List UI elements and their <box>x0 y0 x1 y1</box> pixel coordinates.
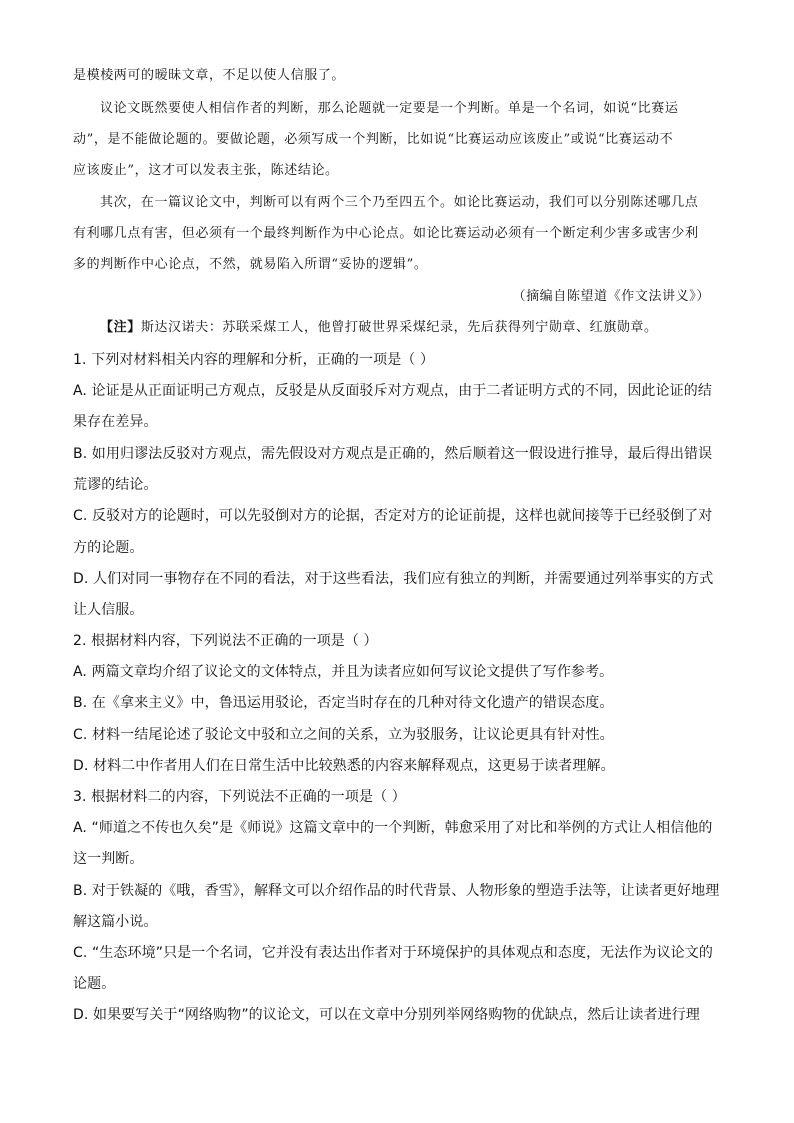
question-1-option-c: C. 反驳对方的论题时，可以先驳倒对方的论据，否定对方的论证前提，这样也就间接等于已经驳倒了对 <box>73 508 713 524</box>
passage-note <box>100 318 658 338</box>
question-2-stem: 2. 根据材料内容，下列说法不正确的一项是（ ） <box>73 633 378 649</box>
question-2-option-d: D. 材料二中作者用人们在日常生活中比较熟悉的内容来解释观点，这更易于读者理解。 <box>73 758 615 774</box>
passage-line-6: 有利哪几点有害，但必须有一个最终判断作为中心论点。如论比赛运动必须有一个断定利少害多或害少利 <box>73 226 699 241</box>
question-2-option-a: A. 两篇文章均介绍了议论文的文体特点，并且为读者应如何写议论文提供了写作参考。 <box>73 664 614 680</box>
question-3-option-a-cont: 这一判断。 <box>73 851 144 867</box>
passage-line-5: 其次，在一篇议论文中，判断可以有两个三个乃至四五个。如论比赛运动，我们可以分别陈述哪几点 <box>100 195 699 210</box>
question-3-option-d: D. 如果要写关于“网络购物”的议论文，可以在文章中分别列举网络购物的优缺点，然后让读者进行理 <box>73 1007 700 1023</box>
question-3-option-c: C. “生态环境”只是一个名词，它并没有表达出作者对于环境保护的具体观点和态度，无法作为议论文的 <box>73 945 713 961</box>
passage-line-7: 多的判断作中心论点，不然，就易陷入所谓“妥协的逻辑”。 <box>73 257 428 272</box>
question-2-option-b: B. 在《拿来主义》中，鲁迅运用驳论，否定当时存在的几种对待文化遗产的错误态度。 <box>73 695 614 711</box>
question-1-stem: 1. 下列对材料相关内容的理解和分析，正确的一项是（ ） <box>73 352 435 368</box>
question-1-option-a: A. 论证是从正面证明己方观点，反驳是从反面驳斥对方观点，由于二者证明方式的不同，因此论证的结 <box>73 383 712 399</box>
note-label: 【注】 <box>100 320 141 335</box>
question-3-option-a: A. “师道之不传也久矣”是《师说》这篇文章中的一个判断，韩愈采用了对比和举例的方式让人相信他的 <box>73 820 713 836</box>
passage-line-1: 是模棱两可的暧昧文章，不足以使人信服了。 <box>73 68 346 83</box>
question-1-option-b: B. 如用归谬法反驳对方观点，需先假设对方观点是正确的，然后顺着这一假设进行推导，最后得出错误 <box>73 446 713 462</box>
question-1-option-d-cont: 让人信服。 <box>73 602 144 618</box>
passage-line-3: 动”，是不能做论题的。要做论题，必须写成一个判断，比如说“比赛运动应该废止”或说“比赛运动不 <box>73 132 674 147</box>
passage-line-2: 议论文既然要使人相信作者的判断，那么论题就一定要是一个判断。单是一个名词，如说“比赛运 <box>100 101 679 116</box>
question-3-option-c-cont: 论题。 <box>73 976 116 992</box>
question-3-stem: 3. 根据材料二的内容，下列说法不正确的一项是（ ） <box>73 789 406 805</box>
question-1-option-c-cont: 方的论题。 <box>73 540 144 556</box>
passage-line-4: 应该废止”，这才可以发表主张，陈述结论。 <box>73 163 339 178</box>
question-3-option-b-cont: 解这篇小说。 <box>73 914 158 930</box>
question-1-option-b-cont: 荒谬的结论。 <box>73 477 158 493</box>
note-text: 斯达汉诺夫：苏联采煤工人，他曾打破世界采煤纪录，先后获得列宁勋章、红旗勋章。 <box>140 320 658 335</box>
question-2-option-c: C. 材料一结尾论述了驳论文中驳和立之间的关系，立为驳服务，让议论更具有针对性。 <box>73 727 614 743</box>
passage-source: （摘编自陈望道《作文法讲义》） <box>512 289 710 304</box>
question-3-option-b: B. 对于铁凝的《哦，香雪》，解释文可以介绍作品的时代背景、人物形象的塑造手法等，让读者更好地理 <box>73 883 720 899</box>
question-1-option-d: D. 人们对同一事物存在不同的看法，对于这些看法，我们应有独立的判断，并需要通过列举事实的方式 <box>73 571 714 587</box>
question-1-option-a-cont: 果存在差异。 <box>73 414 158 430</box>
